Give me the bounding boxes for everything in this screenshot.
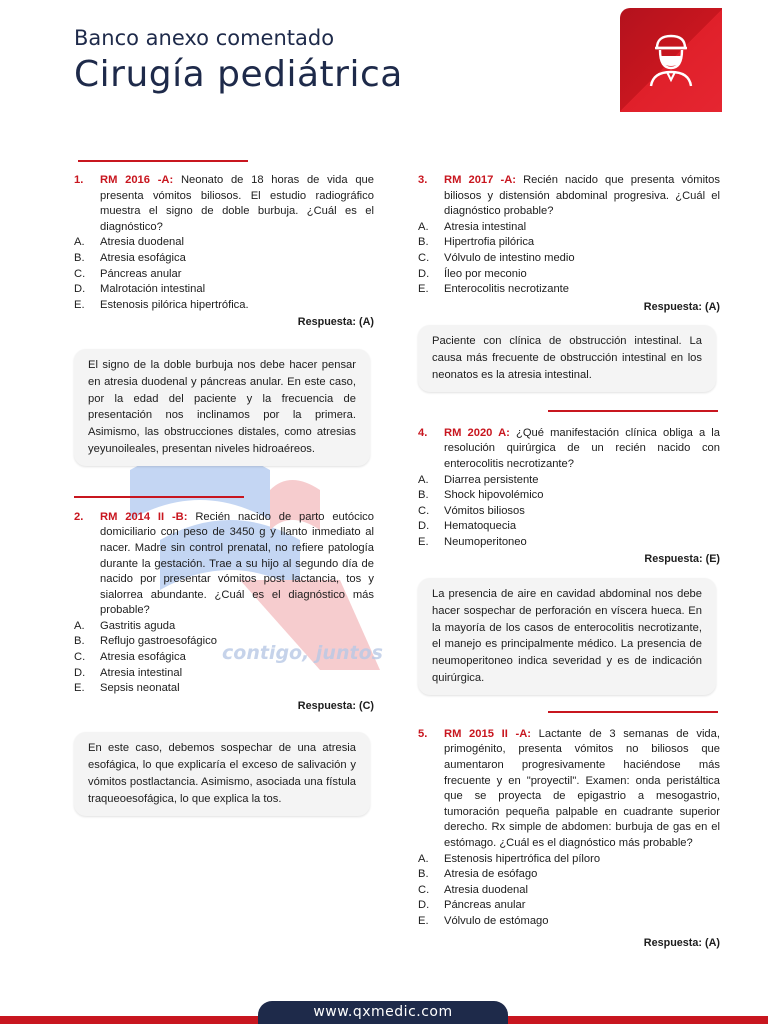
question-1 (74, 173, 374, 331)
question-divider (74, 496, 244, 498)
question-text: Recién nacido que presenta vómitos biliosos y distensión abdominal progresiva. ¿Cuál el diagnóstico probable? (444, 174, 720, 218)
right-column (418, 160, 720, 951)
option: B. Atresia de esófago (418, 868, 538, 881)
explanation-box: Paciente con clínica de obstrucción intestinal. La causa más frecuente de obstrucción intestinal en los neonatos es la atresia intestinal. (418, 325, 716, 391)
option: A. Gastritis aguda (74, 619, 176, 632)
surgeon-logo (620, 8, 722, 112)
question-text: Recién nacido de parto eutócico domiciliario con peso de 3450 g y llanto inmediato al nacer. Madre sin control prenatal, no refiere patología durante la gestación. Trae a su hijo al segundo día de nacido por presentar vómitos post lactancia, tos y sialorrea abundante. ¿Cuál es el diagnóstico más probable? (100, 510, 374, 617)
question-source: RM 2015 II -A: (444, 727, 531, 740)
question-5 (418, 727, 720, 951)
option: E. Estenosis pilórica hipertrófica. (74, 298, 249, 311)
question-source: RM 2017 -A: (444, 174, 516, 186)
explanation-box: La presencia de aire en cavidad abdominal nos debe hacer sospechar de perforación en víscera hueca. En la mayoría de los casos de enterocolitis necrotizante, el manejo es principalmente médico. La presencia de neumoperitoneo indica severidad y es de indicación quirúrgica. (418, 578, 716, 695)
question-3 (418, 173, 720, 315)
option: A. Atresia duodenal (74, 236, 184, 249)
answer-label: Respuesta: (A) (643, 300, 720, 313)
website-link[interactable]: www.qxmedic.com (258, 1001, 508, 1024)
option: C. Páncreas anular (74, 267, 182, 280)
question-divider (548, 410, 718, 412)
option: D. Íleo por meconio (418, 267, 527, 280)
question-number: 4. (418, 426, 428, 439)
option: C. Vómitos biliosos (418, 504, 525, 517)
question-source: RM 2016 -A: (100, 174, 174, 186)
option: A. Atresia intestinal (418, 220, 527, 233)
answer-label: Respuesta: (E) (644, 553, 720, 566)
option: A. Diarrea persistente (418, 473, 539, 486)
left-column (74, 160, 374, 816)
question-divider (548, 711, 718, 713)
option: D. Atresia intestinal (74, 666, 183, 679)
question-text: Lactante de 3 semanas de vida, primogénito, presenta vómitos no biliosos que aumentaron progresivamente haciéndose más frecuente y en "proyectil". Examen: onda peristáltica que se proyecta de epigastrio a mesogastrio, tumoración pequeña palpable en cuadrante superior derecho. Rx simple de abdomen: burbuja de gas en el estómago. ¿Cuál es el diagnóstico más probable? (444, 727, 720, 850)
option: B. Shock hipovolémico (418, 489, 544, 502)
answer-label: Respuesta: (A) (297, 316, 374, 329)
option: E. Sepsis neonatal (74, 682, 180, 695)
question-text: ¿Qué manifestación clínica obliga a la resolución quirúrgica de un recién nacido con enterocolitis necrotizante? (444, 426, 720, 470)
option: B. Hipertrofia pilórica (418, 236, 535, 249)
question-source: RM 2020 A: (444, 426, 510, 439)
document-title: Cirugía pediátrica (74, 54, 403, 95)
question-2 (74, 510, 374, 715)
document-subtitle: Banco anexo comentado (74, 26, 335, 50)
question-number: 1. (74, 174, 84, 186)
question-source: RM 2014 II -B: (100, 510, 188, 523)
option: D. Hematoquecia (418, 520, 517, 533)
option: E. Enterocolitis necrotizante (418, 283, 569, 296)
question-number: 3. (418, 174, 428, 186)
question-4 (418, 426, 720, 568)
question-number: 2. (74, 510, 84, 523)
explanation-box: En este caso, debemos sospechar de una atresia esofágica, lo que explicaría el exceso de salivación y vómitos postlactancia. Asimismo, asociada una fístula traqueoesofágica, lo que explica la tos. (74, 732, 370, 815)
option: A. Estenosis hipertrófica del píloro (418, 852, 601, 865)
question-text: Neonato de 18 horas de vida que presenta vómitos biliosos. El estudio radiográfico muestra el signo de doble burbuja. ¿Cuál es el diagnóstico? (100, 174, 374, 233)
option: D. Malrotación intestinal (74, 283, 206, 296)
option: E. Vólvulo de estómago (418, 914, 549, 927)
surgeon-icon (649, 34, 693, 88)
answer-label: Respuesta: (A) (643, 936, 720, 949)
option: C. Atresia esofágica (74, 651, 186, 664)
answer-label: Respuesta: (C) (297, 699, 374, 712)
question-divider (78, 160, 248, 162)
option: D. Páncreas anular (418, 899, 526, 912)
option: E. Neumoperitoneo (418, 535, 527, 548)
question-number: 5. (418, 727, 428, 740)
watermark-tagline: contigo, juntos (222, 642, 383, 664)
explanation-box: El signo de la doble burbuja nos debe hacer pensar en atresia duodenal y páncreas anular. En este caso, por la edad del paciente y la frecuencia de presentación nos inclinamos por la primera. Asimismo, las obstrucciones distales, como atresias yeyunoileales, presentan niveles hidroaéreos. (74, 349, 370, 466)
option: C. Vólvulo de intestino medio (418, 251, 575, 264)
option: B. Atresia esofágica (74, 251, 186, 264)
option: B. Reflujo gastroesofágico (74, 635, 217, 648)
option: C. Atresia duodenal (418, 883, 528, 896)
